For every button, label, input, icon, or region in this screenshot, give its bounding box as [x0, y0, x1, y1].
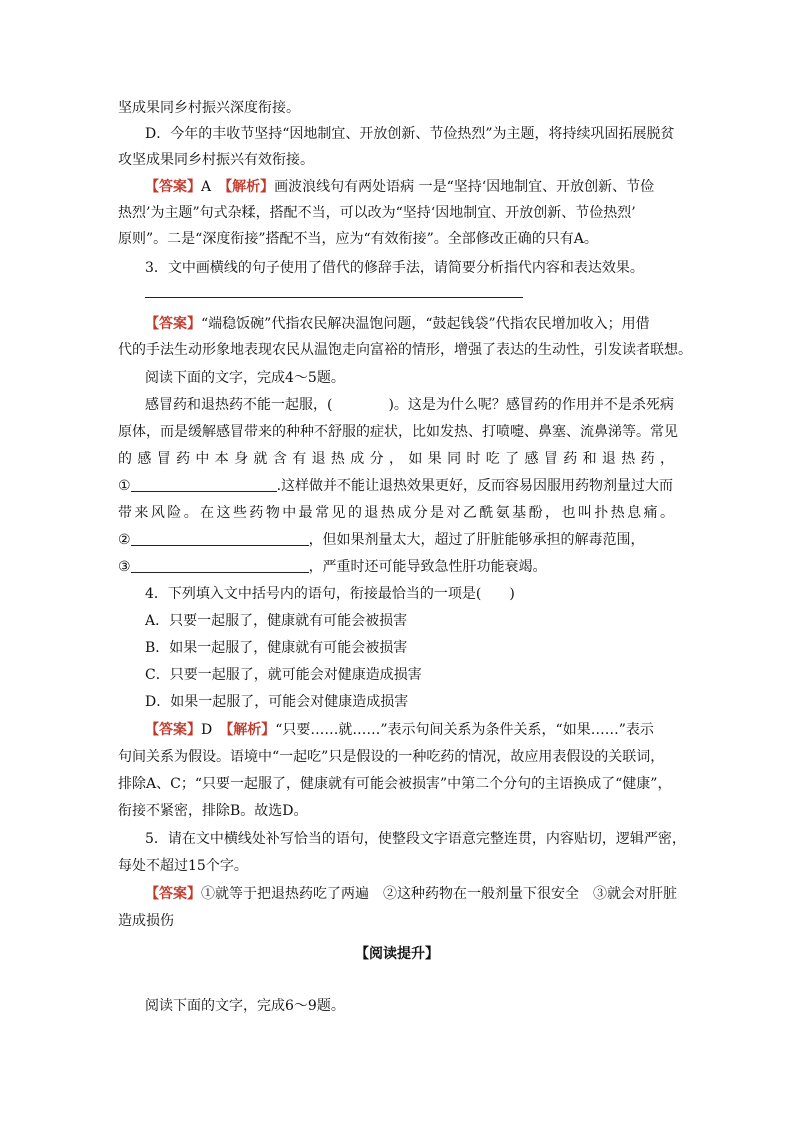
option-c: C．只要一起服了，就可能会对健康造成损害 — [145, 667, 422, 683]
answer-line — [145, 720, 654, 740]
blank-number: ③ — [118, 559, 131, 575]
question-3: 3．文中画横线的句子使用了借代的修辞手法，请简要分析指代内容和表达效果。 — [145, 260, 644, 276]
reading-instruction: 阅读下面的文字，完成4～5题。 — [145, 370, 345, 386]
passage-line — [118, 530, 645, 550]
blank-3 — [131, 558, 309, 573]
question-4: 4．下列填入文中括号内的语句，衔接最恰当的一项是( ) — [145, 586, 515, 602]
answer-text: “端稳饭碗”代指农民解决温饱问题，“鼓起钱袋”代指农民增加收入；用借 — [201, 316, 650, 332]
text-line: 句间关系为假设。语境中“一起吃”只是假设的一种吃药的情况，故应用表假设的关联词， — [118, 749, 665, 765]
passage-line: 带来风险。在这些药物中最常见的退热成分是对乙酰氨基酚，也叫扑热息痛。 — [118, 505, 674, 521]
text-line: 每处不超过15个字。 — [118, 858, 248, 874]
analysis-tag: 【解析】 — [226, 722, 276, 738]
blank-2 — [131, 531, 309, 546]
passage-line — [118, 557, 547, 577]
passage-line: 的感冒药中本身就含有退热成分，如果同时吃了感冒药和退热药， — [118, 451, 674, 467]
answer-text: D — [201, 722, 227, 738]
analysis-tag: 【解析】 — [225, 179, 275, 195]
blank-number: ① — [118, 478, 131, 494]
text-line: 造成损伤 — [118, 913, 174, 929]
answer-line — [145, 177, 654, 197]
option-d: D．如果一起服了，可能会对健康造成损害 — [145, 694, 409, 710]
answer-tag: 【答案】 — [145, 179, 201, 195]
text-line: 排除A、C；“只要一起服了，健康就有可能会被损害”中第二个分句的主语换成了“健康”， — [118, 776, 672, 792]
reading-instruction: 阅读下面的文字，完成6～9题。 — [145, 998, 345, 1014]
passage-text: .这样做并不能让退热效果更好，反而容易因服用药物剂量过大而 — [276, 478, 674, 494]
answer-tag: 【答案】 — [145, 316, 201, 332]
section-title: 【阅读提升】 — [355, 946, 439, 962]
passage-line: 感冒药和退热药不能一起服，( )。这是为什么呢？感冒药的作用并不是杀死病 — [145, 397, 674, 413]
answer-line — [145, 884, 677, 904]
analysis-text: 画波浪线句有两处语病 一是“坚持‘因地制宜、开放创新、节俭 — [274, 179, 655, 195]
option-b: B．如果一起服了，健康就有可能会被损害 — [145, 640, 408, 656]
text-line: 代的手法生动形象地表现农民从温饱走向富裕的情形，增强了表达的生动性，引发读者联想。 — [118, 342, 692, 358]
blank-1 — [131, 477, 277, 492]
text-line: 衔接不紧密，排除B。故选D。 — [118, 803, 308, 819]
text-line: 热烈’为主题”句式杂糅，搭配不当，可以改为“坚持‘因地制宜、开放创新、节俭热烈’ — [118, 205, 636, 221]
answer-tag: 【答案】 — [145, 886, 201, 902]
passage-line: 原体，而是缓解感冒带来的种种不舒服的症状，比如发热、打喷嚏、鼻塞、流鼻涕等。常见 — [118, 424, 678, 440]
answer-text: ①就等于把退热药吃了两遍 ②这种药物在一般剂量下很安全 ③就会对肝脏 — [201, 886, 677, 902]
answer-blank-line — [145, 297, 523, 298]
answer-text: A — [201, 179, 226, 195]
question-5: 5．请在文中横线处补写恰当的语句，使整段文字语意完整连贯，内容贴切，逻辑严密， — [145, 831, 686, 847]
answer-line — [145, 314, 650, 334]
passage-line — [118, 476, 673, 496]
passage-text: ，但如果剂量太大，超过了肝脏能够承担的解毒范围， — [308, 532, 645, 548]
blank-number: ② — [118, 532, 131, 548]
option-a: A．只要一起服了，健康就有可能会被损害 — [145, 613, 408, 629]
passage-text: ，严重时还可能导致急性肝功能衰竭。 — [308, 559, 547, 575]
text-line: 原则”。二是“深度衔接”搭配不当，应为“有效衔接”。全部修改正确的只有A。 — [118, 231, 598, 247]
option-d-line: D．今年的丰收节坚持“因地制宜、开放创新、节俭热烈”为主题，将持续巩固拓展脱贫 — [145, 126, 675, 142]
text-line: 坚成果同乡村振兴深度衔接。 — [118, 100, 300, 116]
answer-tag: 【答案】 — [145, 722, 201, 738]
analysis-text: “只要……就……”表示句间关系为条件关系，“如果……”表示 — [275, 722, 654, 738]
text-line: 攻坚成果同乡村振兴有效衔接。 — [118, 152, 314, 168]
